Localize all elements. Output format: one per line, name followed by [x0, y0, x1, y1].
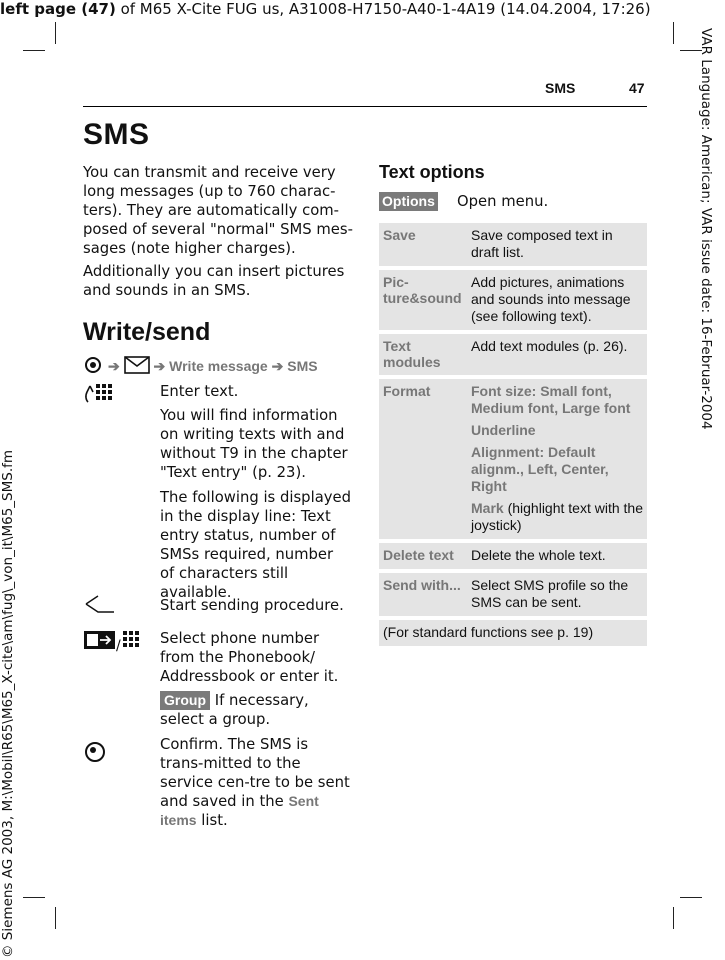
- option-value: Add pictures, animations and sounds into message (see following text).: [467, 270, 647, 330]
- table-row: [379, 223, 647, 266]
- crop-mark: [673, 22, 674, 44]
- step-start-sending: Start sending procedure.: [160, 597, 344, 614]
- keypad-icon: [84, 382, 102, 402]
- section-heading-write-send: Write/send: [83, 318, 211, 346]
- intro-paragraph: You can transmit and receive very long messages (up to 760 charac-ters). They are automatically com-posed of several "normal" SMS mes-sages (note higher charges).: [83, 164, 353, 257]
- option-key: Save: [379, 223, 467, 266]
- table-row: [379, 270, 647, 330]
- group-softkey: Group: [160, 691, 210, 710]
- table-footnote: (For standard functions see p. 19): [379, 620, 647, 646]
- text-options-table: [379, 219, 647, 650]
- step-info-t9: You will find information on writing texts with and without T9 in the chapter "Text entry" (p. 23).: [160, 407, 348, 481]
- phonebook-keypad-icons: /: [84, 630, 141, 654]
- step-display-line: The following is displayed in the display line: Text entry status, number of SMSs required, number of characters still available.: [160, 489, 352, 601]
- running-head-section: SMS: [545, 80, 576, 96]
- option-value: Select SMS profile so the SMS can be sent.: [467, 573, 647, 616]
- options-row: [379, 191, 548, 211]
- crop-mark: [23, 897, 45, 898]
- options-softkey: Options: [379, 192, 438, 211]
- table-row: [379, 379, 647, 539]
- table-row: [379, 620, 647, 646]
- crop-mark: [680, 897, 702, 898]
- intro-paragraph: Additionally you can insert pictures and sounds in an SMS.: [83, 263, 345, 299]
- format-font-size: Font size: Small font, Medium font, Large font: [471, 383, 631, 416]
- arrow: ➔: [108, 358, 120, 374]
- option-value: Save composed text in draft list.: [467, 223, 647, 266]
- section-heading-text-options: Text options: [379, 162, 485, 182]
- send-key-icon: [84, 594, 116, 614]
- print-header-rest: of M65 X-Cite FUG us, A31008-H7150-A40-1-4A19 (14.04.2004, 17:26): [115, 0, 651, 18]
- arrow: ➔: [153, 358, 166, 374]
- confirm-text: Confirm. The SMS is trans-mitted to the service cen-tre to be sent and saved in the: [160, 736, 350, 810]
- step-select-number: Select phone number from the Phonebook/ Addressbook or enter it.: [160, 630, 339, 685]
- print-header: [0, 0, 651, 18]
- crop-mark: [673, 907, 674, 929]
- nav-write-message: Write message: [169, 358, 268, 374]
- option-key: Delete text: [379, 543, 467, 569]
- phonebook-icon: [84, 630, 116, 650]
- table-row: [379, 573, 647, 616]
- step-enter-text: Enter text.: [160, 383, 239, 400]
- option-value: Delete the whole text.: [467, 543, 647, 569]
- crop-mark: [55, 22, 56, 44]
- group-text: If necessary, select a group.: [160, 692, 309, 728]
- nav-sms: SMS: [287, 358, 318, 374]
- print-header-prefix: left page (47): [0, 0, 116, 18]
- crop-mark: [55, 907, 56, 929]
- running-head-page: 47: [629, 80, 645, 96]
- step-group: [160, 691, 352, 729]
- format-underline: Underline: [471, 422, 536, 438]
- option-key: Format: [379, 379, 467, 539]
- sent-items-label: Sent items: [160, 793, 319, 828]
- format-mark-label: Mark: [471, 500, 504, 516]
- step-confirm: [160, 735, 352, 830]
- arrow: ➔: [271, 358, 284, 374]
- format-alignment: Alignment: Default alignm., Left, Center, Right: [471, 444, 609, 494]
- joystick-icon: [85, 742, 105, 762]
- header-rule: [83, 106, 647, 107]
- envelope-icon: [124, 356, 150, 374]
- option-key: Text modules: [379, 334, 467, 375]
- format-mark: [471, 500, 643, 534]
- option-value: [467, 379, 647, 539]
- joystick-icon: [85, 357, 101, 373]
- options-desc: Open menu.: [456, 193, 549, 210]
- side-label-right: VAR Language: American; VAR issue date: 16-Februar-2004: [698, 28, 714, 430]
- option-key: Send with...: [379, 573, 467, 616]
- page-title: SMS: [83, 118, 150, 151]
- keypad-icon: [121, 630, 141, 650]
- format-mark-desc: (highlight text with the joystick): [471, 500, 643, 533]
- option-key: Pic-ture&sound: [379, 270, 467, 330]
- nav-path: [108, 356, 318, 375]
- table-row: [379, 543, 647, 569]
- table-row: [379, 334, 647, 375]
- option-value: Add text modules (p. 26).: [467, 334, 647, 375]
- confirm-suffix: list.: [196, 812, 228, 829]
- crop-mark: [23, 50, 45, 51]
- side-label-left: © Siemens AG 2003, M:\Mobil\R65\M65_X-cite\am\fug\_von_it\M65_SMS.fm: [0, 449, 16, 958]
